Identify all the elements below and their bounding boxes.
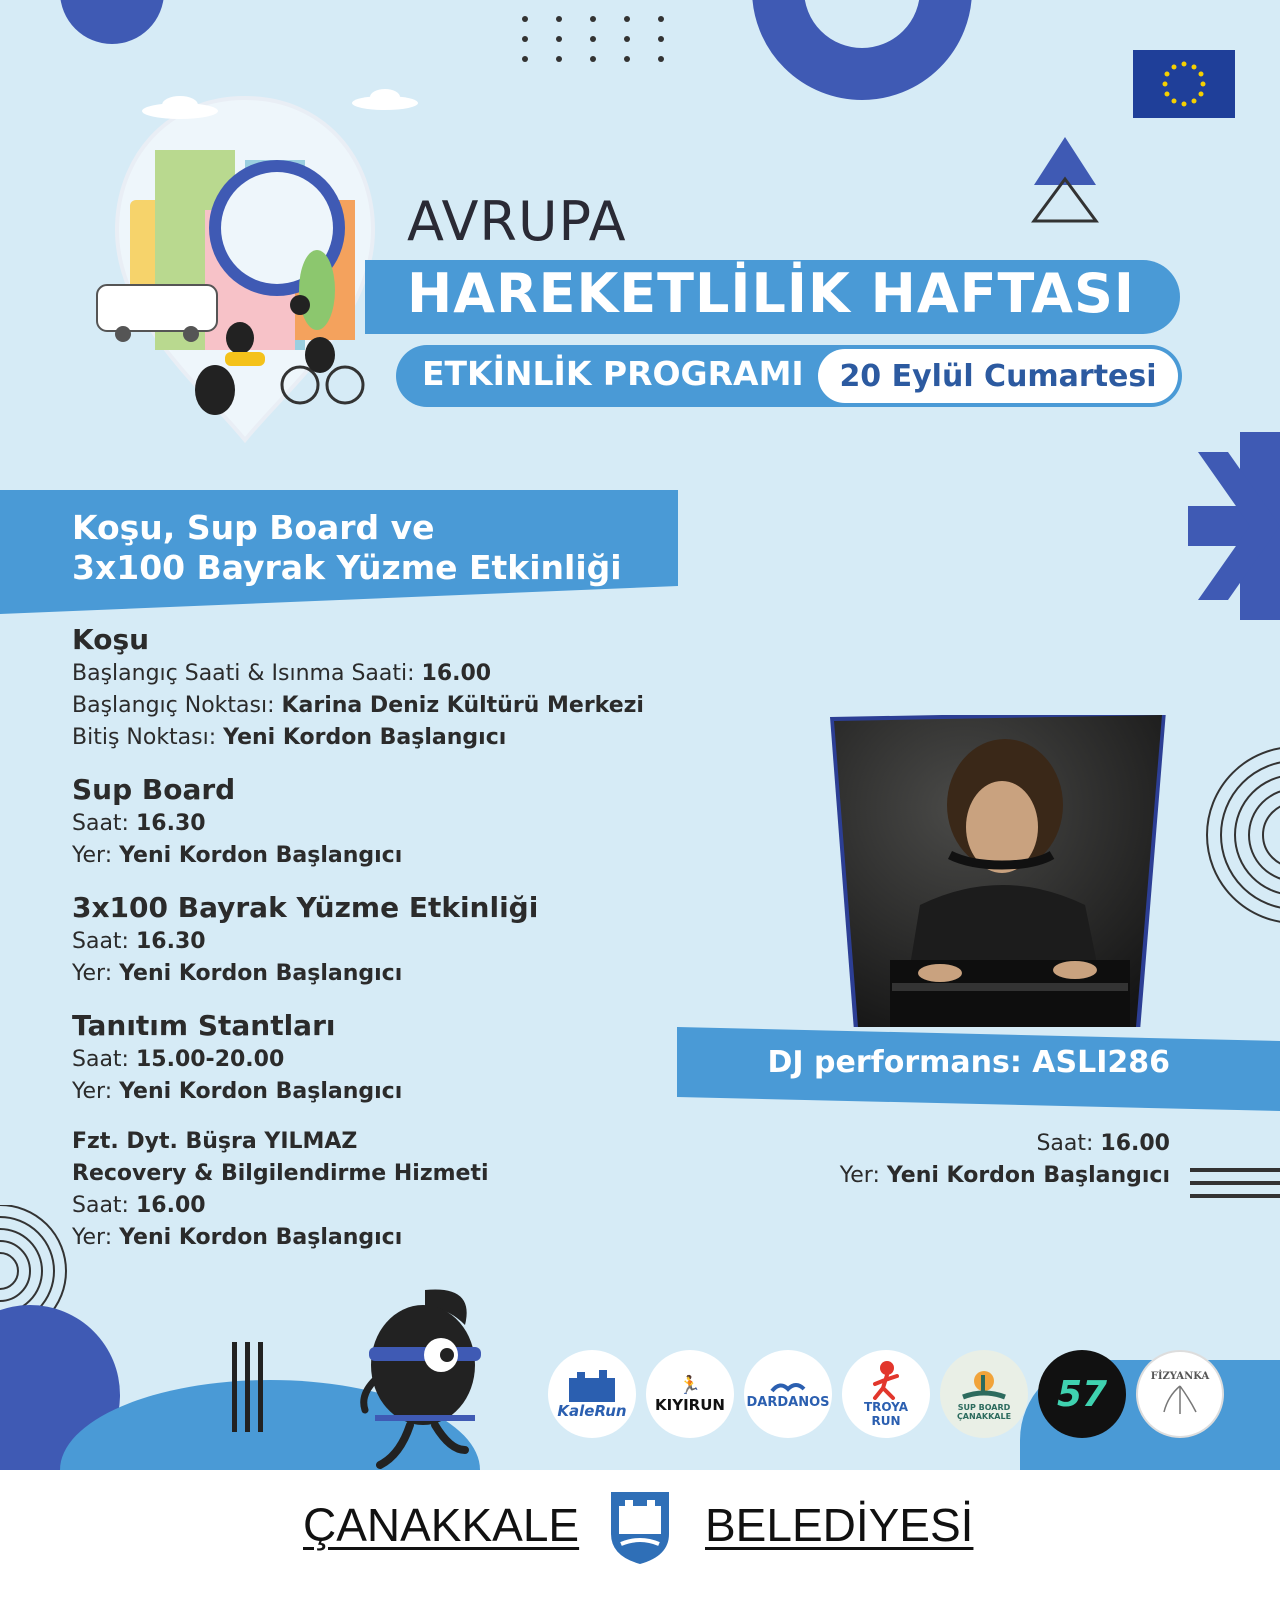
event-line: Saat: 15.00-20.00 xyxy=(72,1047,285,1072)
concentric-arcs-right xyxy=(1205,745,1280,925)
event-line: Başlangıç Noktası: Karina Deniz Kültürü Merkezi xyxy=(72,693,644,718)
event-title: Fzt. Dyt. Büşra YILMAZ xyxy=(72,1129,358,1154)
event-line: Yer: Yeni Kordon Başlangıcı xyxy=(72,1225,403,1250)
corner-circle-shape xyxy=(60,0,164,44)
castle-icon xyxy=(567,1368,617,1402)
event-kosu xyxy=(72,622,652,754)
ring-shape xyxy=(752,0,972,100)
footer xyxy=(0,1470,1280,1600)
runner-icon: 🏃 xyxy=(678,1374,702,1396)
event-list xyxy=(72,622,652,1254)
event-subtitle: Recovery & Bilgilendirme Hizmeti xyxy=(72,1161,489,1186)
event-swim-relay xyxy=(72,890,652,990)
footer-municipality-right: BELEDİYESİ xyxy=(705,1499,974,1551)
event-stands xyxy=(72,1008,652,1108)
dj-photo xyxy=(830,715,1166,1027)
section-title-line-2: 3x100 Bayrak Yüzme Etkinliği xyxy=(72,548,622,587)
asterisk-shape xyxy=(1188,432,1280,620)
mobility-pin-illustration xyxy=(95,90,395,450)
event-line: Saat: 16.00 xyxy=(72,1193,206,1218)
sponsor-logo-57: 57 xyxy=(1038,1350,1126,1438)
event-title: Tanıtım Stantları xyxy=(72,1009,336,1042)
event-title: Koşu xyxy=(72,623,150,656)
mascot-runner-illustration xyxy=(355,1285,505,1475)
section-title-line-1: Koşu, Sup Board ve xyxy=(72,508,435,547)
event-recovery xyxy=(72,1126,652,1254)
sponsor-logo-kiyirun: 🏃 KIYIRUN xyxy=(646,1350,734,1438)
event-line: Saat: 16.30 xyxy=(72,811,206,836)
sup-board-icon xyxy=(959,1367,1009,1403)
footer-municipality-left: ÇANAKKALE xyxy=(303,1499,580,1551)
event-line: Yer: Yeni Kordon Başlangıcı xyxy=(72,961,403,986)
cloud-decoration-2 xyxy=(350,88,420,110)
title-line-1: AVRUPA xyxy=(407,190,627,253)
event-line: Bitiş Noktası: Yeni Kordon Başlangıcı xyxy=(72,725,507,750)
event-line: Yer: Yeni Kordon Başlangıcı xyxy=(72,843,403,868)
dj-place: Yer: Yeni Kordon Başlangıcı xyxy=(839,1163,1170,1188)
eu-flag-icon xyxy=(1133,50,1235,118)
section-title xyxy=(72,508,622,588)
date-pill xyxy=(818,349,1178,403)
program-label: ETKİNLİK PROGRAMI xyxy=(422,354,804,393)
dot-grid-decoration xyxy=(522,16,666,62)
crane-bird-icon xyxy=(1160,1382,1200,1418)
event-title: Sup Board xyxy=(72,773,236,806)
event-line: Başlangıç Saati & Isınma Saati: 16.00 xyxy=(72,661,492,686)
cloud-decoration-1 xyxy=(140,95,220,119)
sponsor-logos xyxy=(548,1350,1224,1438)
event-sup-board xyxy=(72,772,652,872)
sponsor-logo-kalerun: KaleRun xyxy=(548,1350,636,1438)
sponsor-logo-fizyanka: FİZYANKA xyxy=(1136,1350,1224,1438)
triangle-shapes xyxy=(1030,135,1100,225)
event-line: Saat: 16.30 xyxy=(72,929,206,954)
sponsor-logo-troya-run: TROYA RUN xyxy=(842,1350,930,1438)
sponsor-logo-sup-board: SUP BOARD ÇANAKKALE xyxy=(940,1350,1028,1438)
dj-time: Saat: 16.00 xyxy=(1036,1131,1170,1156)
spartan-runner-icon xyxy=(869,1360,903,1400)
municipality-crest-icon xyxy=(607,1488,673,1566)
dj-info xyxy=(840,1128,1170,1192)
dj-performance-title: DJ performans: ASLI286 xyxy=(767,1045,1170,1080)
vertical-bars-decoration xyxy=(232,1342,263,1432)
event-title: 3x100 Bayrak Yüzme Etkinliği xyxy=(72,891,539,924)
stripe-lines-right xyxy=(1190,1168,1280,1198)
title-line-2: HAREKETLİLİK HAFTASI xyxy=(407,262,1135,325)
event-line: Yer: Yeni Kordon Başlangıcı xyxy=(72,1079,403,1104)
sponsor-logo-dardanos: DARDANOS xyxy=(744,1350,832,1438)
wave-icon xyxy=(770,1379,806,1395)
event-date: 20 Eylül Cumartesi xyxy=(839,358,1157,394)
